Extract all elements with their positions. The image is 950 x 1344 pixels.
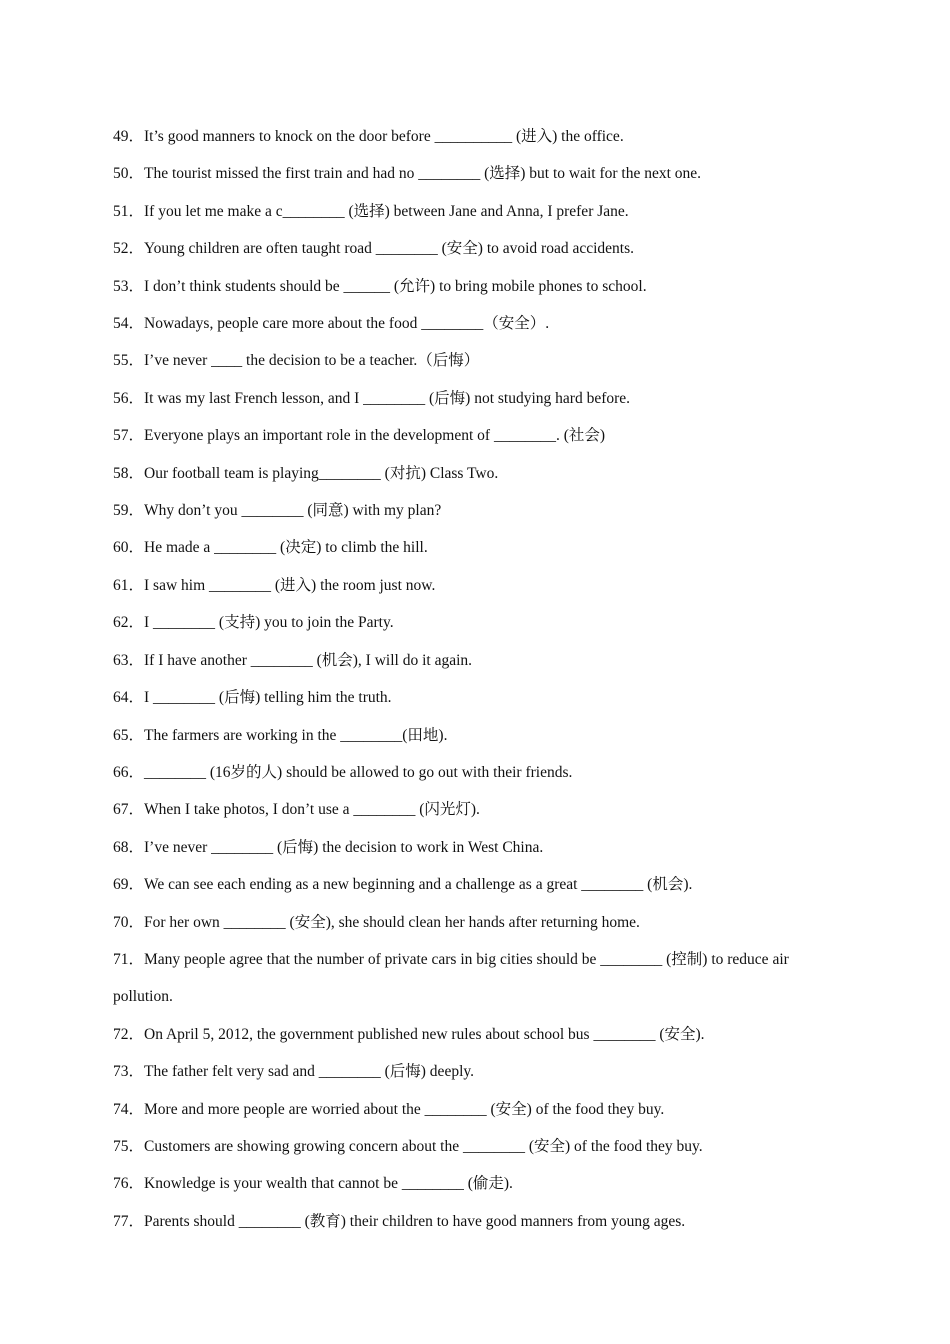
question-number: 55．	[113, 352, 145, 370]
question-text: ________ (16岁的人) should be allowed to go out with their friends.	[144, 763, 573, 781]
question-text: Everyone plays an important role in the development of ________. (社会)	[144, 427, 606, 445]
question-item	[113, 155, 828, 192]
question-item	[113, 230, 828, 267]
question-item	[113, 941, 828, 1016]
question-text: More and more people are worried about the ________ (安全) of the food they buy.	[144, 1100, 665, 1118]
question-text: It was my last French lesson, and I ________ (后悔) not studying hard before.	[144, 389, 631, 407]
question-item	[113, 193, 828, 230]
question-number: 69．	[113, 876, 145, 894]
question-item	[113, 529, 828, 566]
question-text: It’s good manners to knock on the door before __________ (进入) the office.	[144, 128, 624, 145]
question-number: 51．	[113, 202, 145, 220]
question-number: 63．	[113, 651, 145, 669]
question-item	[113, 1053, 828, 1090]
question-list	[113, 118, 828, 1240]
question-number: 49．	[113, 128, 145, 145]
question-item	[113, 717, 828, 754]
question-number: 62．	[113, 614, 145, 632]
question-item	[113, 567, 828, 604]
question-number: 67．	[113, 801, 145, 819]
question-text: Knowledge is your wealth that cannot be ________ (偷走).	[144, 1175, 513, 1193]
question-number: 77．	[113, 1212, 145, 1230]
question-number: 76．	[113, 1175, 145, 1193]
question-text: For her own ________ (安全), she should clean her hands after returning home.	[144, 913, 640, 931]
question-item	[113, 455, 828, 492]
question-item	[113, 1165, 828, 1202]
question-item	[113, 118, 828, 155]
question-text: On April 5, 2012, the government published new rules about school bus ________ (安全).	[144, 1025, 705, 1043]
question-text: I’ve never ____ the decision to be a teacher.（后悔）	[144, 352, 480, 370]
question-item	[113, 1128, 828, 1165]
question-text: Many people agree that the number of private cars in big cities should be ________ (控制) to reduce air pollution.	[113, 950, 789, 1006]
question-text: Customers are showing growing concern about the ________ (安全) of the food they buy.	[144, 1137, 703, 1155]
question-text: We can see each ending as a new beginning and a challenge as a great ________ (机会).	[144, 876, 693, 894]
question-item	[113, 642, 828, 679]
question-number: 53．	[113, 277, 145, 295]
question-number: 57．	[113, 427, 145, 445]
question-text: I ________ (支持) you to join the Party.	[144, 614, 394, 632]
question-number: 56．	[113, 389, 145, 407]
question-text: I saw him ________ (进入) the room just now.	[144, 576, 436, 594]
question-text: He made a ________ (决定) to climb the hill.	[144, 539, 428, 557]
question-item	[113, 492, 828, 529]
question-item	[113, 1091, 828, 1128]
question-item	[113, 604, 828, 641]
question-item	[113, 679, 828, 716]
question-text: Our football team is playing________ (对抗) Class Two.	[144, 464, 499, 482]
question-text: When I take photos, I don’t use a ________ (闪光灯).	[144, 801, 480, 819]
question-text: If I have another ________ (机会), I will do it again.	[144, 651, 473, 669]
question-item	[113, 1016, 828, 1053]
question-number: 72．	[113, 1025, 145, 1043]
question-text: Nowadays, people care more about the food ________（安全）.	[144, 315, 550, 333]
question-item	[113, 829, 828, 866]
question-number: 54．	[113, 315, 145, 333]
question-number: 61．	[113, 576, 145, 594]
question-number: 50．	[113, 165, 145, 183]
question-number: 65．	[113, 726, 145, 744]
question-item	[113, 268, 828, 305]
question-text: Parents should ________ (教育) their children to have good manners from young ages.	[144, 1212, 686, 1230]
question-text: I ________ (后悔) telling him the truth.	[144, 689, 392, 707]
question-item	[113, 417, 828, 454]
question-number: 60．	[113, 539, 145, 557]
question-text: Young children are often taught road ________ (安全) to avoid road accidents.	[144, 240, 635, 258]
question-item	[113, 342, 828, 379]
question-text: I don’t think students should be ______ (允许) to bring mobile phones to school.	[144, 277, 647, 295]
question-item	[113, 1203, 828, 1240]
question-text: The farmers are working in the ________(田地).	[144, 726, 448, 744]
question-number: 52．	[113, 240, 145, 258]
question-number: 64．	[113, 689, 145, 707]
question-number: 75．	[113, 1137, 145, 1155]
question-item	[113, 305, 828, 342]
question-text: I’ve never ________ (后悔) the decision to work in West China.	[144, 838, 544, 856]
question-number: 68．	[113, 838, 145, 856]
question-item	[113, 904, 828, 941]
question-number: 73．	[113, 1063, 145, 1081]
question-number: 74．	[113, 1100, 145, 1118]
question-item	[113, 380, 828, 417]
question-item	[113, 754, 828, 791]
question-number: 70．	[113, 913, 145, 931]
question-number: 58．	[113, 464, 145, 482]
question-number: 66．	[113, 763, 145, 781]
question-item	[113, 791, 828, 828]
question-text: Why don’t you ________ (同意) with my plan?	[144, 502, 442, 520]
question-item	[113, 866, 828, 903]
question-text: The father felt very sad and ________ (后悔) deeply.	[144, 1063, 474, 1081]
question-text: If you let me make a c________ (选择) between Jane and Anna, I prefer Jane.	[144, 202, 629, 220]
question-number: 71．	[113, 950, 145, 968]
question-text: The tourist missed the first train and had no ________ (选择) but to wait for the next one.	[144, 165, 702, 183]
question-number: 59．	[113, 502, 145, 520]
